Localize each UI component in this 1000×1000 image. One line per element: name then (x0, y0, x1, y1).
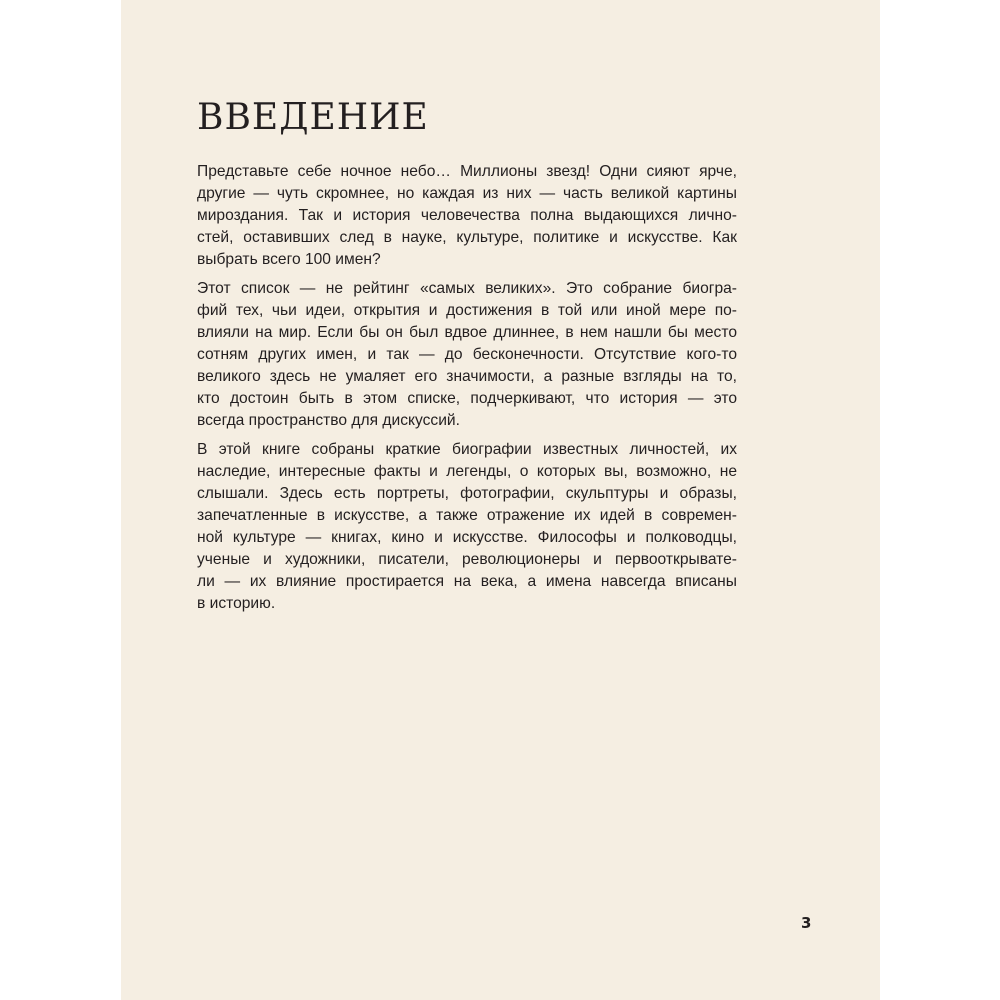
text-line: Представьте себе ночное небо… Миллионы звезд! Одни сияют ярче, (197, 163, 737, 180)
text-line: ли — их влияние простирается на века, а имена навсегда вписаны (197, 573, 737, 590)
paragraph (197, 439, 737, 615)
text-line: В этой книге собраны краткие биографии известных личностей, их (197, 441, 737, 458)
book-page (121, 0, 880, 1000)
text-line: другие — чуть скромнее, но каждая из них — часть великой картины (197, 185, 737, 202)
text-line: стей, оставивших след в науке, культуре, политике и искусстве. Как (197, 229, 737, 246)
text-line: всегда пространство для дискуссий. (197, 412, 460, 429)
text-line: фий тех, чьи идеи, открытия и достижения в той или иной мере по- (197, 302, 737, 319)
text-line: наследие, интересные факты и легенды, о которых вы, возможно, не (197, 463, 737, 480)
text-line: Этот список — не рейтинг «самых великих». Это собрание биогра- (197, 280, 737, 297)
page-number: 3 (801, 914, 812, 932)
text-line: влияли на мир. Если бы он был вдвое длиннее, в нем нашли бы место (197, 324, 737, 341)
text-line: запечатленные в искусстве, а также отражение их идей в современ- (197, 507, 737, 524)
text-line: великого здесь не умаляет его значимости, а разные взгляды на то, (197, 368, 737, 385)
text-line: слышали. Здесь есть портреты, фотографии, скульптуры и образы, (197, 485, 737, 502)
intro-body (197, 161, 737, 622)
text-line: кто достоин быть в этом списке, подчеркивают, что история — это (197, 390, 737, 407)
text-line: ученые и художники, писатели, революционеры и первооткрывате- (197, 551, 737, 568)
text-line: мироздания. Так и история человечества полна выдающихся лично- (197, 207, 737, 224)
text-line: выбрать всего 100 имен? (197, 251, 381, 268)
paragraph (197, 161, 737, 271)
text-line: в историю. (197, 595, 276, 612)
chapter-heading: ВВЕДЕНИЕ (197, 97, 429, 138)
text-line: ной культуре — книгах, кино и искусстве. Философы и полководцы, (197, 529, 737, 546)
paragraph (197, 278, 737, 432)
text-line: сотням других имен, и так — до бесконечности. Отсутствие кого-то (197, 346, 737, 363)
